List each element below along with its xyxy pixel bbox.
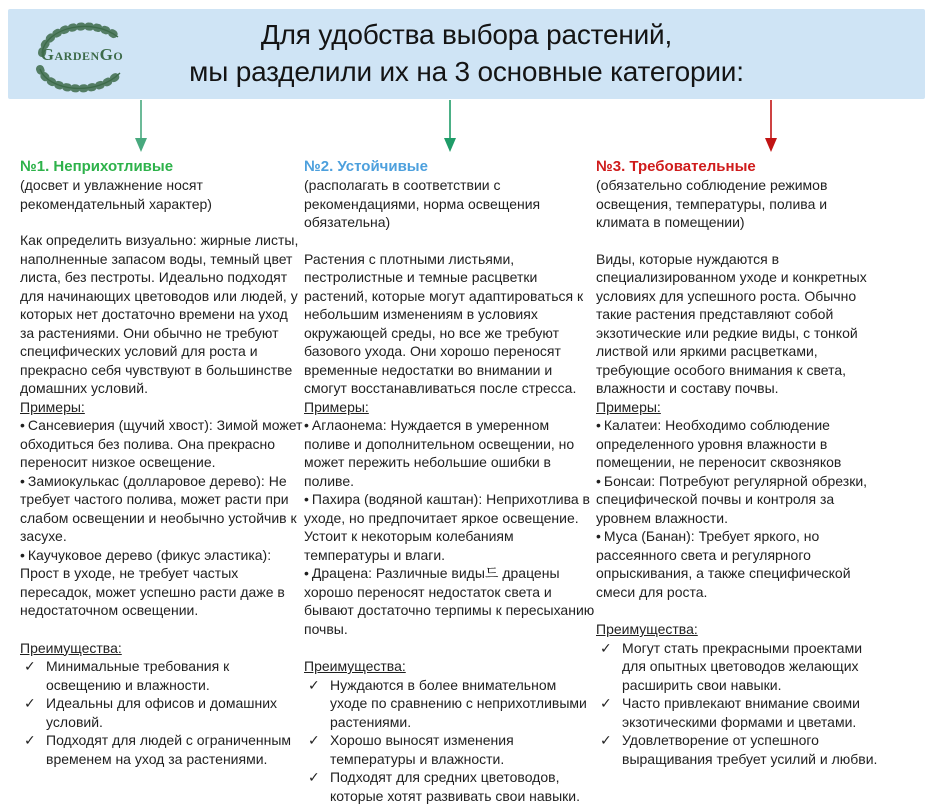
advantages-label: Преимущества: [20,639,304,658]
category-column-3 [596,157,882,805]
examples-list [596,416,882,601]
example-item: • Драцена: Различные виды드 драцены хорошо переносят недостаток света и бывают достаточно терпимы к пересыханию почвы. [304,564,596,638]
down-arrow-icon-3 [764,100,778,152]
header-banner [8,9,925,99]
advantage-item: ✓ Часто привлекают внимание своими экзотическими формами и цветами. [596,694,882,731]
example-item: • Аглаонема: Нуждается в умеренном поливе и дополнительном освещении, но может пережить небольшие ошибки в поливе. [304,416,596,490]
page-title [8,16,925,90]
category-title: №1. Неприхотливые [20,157,304,176]
bullet-icon: • [596,528,601,544]
example-item: • Бонсаи: Потребуют регулярной обрезки, специфической почвы и контроля за уровнем влажности. [596,472,882,528]
down-arrow-icon-2 [443,100,457,152]
bullet-icon: • [304,491,309,507]
example-item: • Пахира (водяной каштан): Неприхотлива в уходе, но предпочитает яркое освещение. Устоит к некоторым колебаниям температуры и влаги. [304,490,596,564]
page-title-line-2: мы разделили их на 3 основные категории: [8,53,925,90]
bullet-icon: • [304,417,309,433]
category-description: Как определить визуально: жирные листы, наполненные запасом воды, темный цвет листа, без пестроты. Идеально подходят для начинающих цветоводов или людей, у которых нет достаточно времени на уход за растениями. Они обычно не требуют специфических условий для роста и прекрасно себя чувствуют в большинстве домашних условий. [20,231,304,398]
category-subtitle: (обязательно соблюдение режимов освещения, температуры, полива и климата в помещении) [596,176,882,232]
brand-text: GardenGo [26,46,138,64]
advantages-list [304,676,596,805]
example-item: • Каучуковое дерево (фикус эластика): Прост в уходе, не требует частых пересадок, может успешно расти даже в недостаточном освещении. [20,546,304,620]
examples-label: Примеры: [20,398,304,417]
advantage-item: ✓ Минимальные требования к освещению и влажности. [20,657,304,694]
bullet-icon: • [20,547,25,563]
down-arrow-icon-1 [134,100,148,152]
example-item: • Сансевиерия (щучий хвост): Зимой может обходиться без полива. Она прекрасно переносит низкое освещение. [20,416,304,472]
advantage-item: ✓ Могут стать прекрасными проектами для опытных цветоводов желающих расширить свои навыки. [596,639,882,695]
examples-label: Примеры: [596,398,882,417]
bullet-icon: • [20,473,25,489]
category-title: №2. Устойчивые [304,157,596,176]
checkmark-icon: ✓ [20,694,46,731]
bullet-icon: • [596,417,601,433]
advantage-item: ✓ Идеальны для офисов и домашних условий. [20,694,304,731]
checkmark-icon: ✓ [20,731,46,768]
advantages-list [20,657,304,768]
checkmark-icon: ✓ [596,639,622,695]
category-column-2 [304,157,596,805]
advantages-list [596,639,882,769]
advantage-item: ✓ Подходят для людей с ограниченным временем на уход за растениями. [20,731,304,768]
categories-grid [20,157,882,805]
example-item: • Муса (Банан): Требует яркого, но рассеянного света и регулярного опрыскивания, а также специфической смеси для роста. [596,527,882,601]
category-column-1 [20,157,304,805]
examples-list [304,416,596,638]
checkmark-icon: ✓ [20,657,46,694]
category-description: Виды, которые нуждаются в специализированном уходе и конкретных условиях для успешного роста. Обычно такие растения представляют собой экзотические или редкие виды, с тонкой листвой или яркими расцветками, требующие особого внимания к света, влажности и составу почвы. [596,250,882,398]
advantage-item: ✓ Нуждаются в более внимательном уходе по сравнению с неприхотливыми растениями. [304,676,596,732]
bullet-icon: • [304,565,309,581]
checkmark-icon: ✓ [304,768,330,805]
advantages-label: Преимущества: [304,657,596,676]
category-description: Растения с плотными листьями, пестролистные и темные расцветки растений, которые могут адаптироваться к небольшим изменениям в условиях окружающей среды, но все же требуют базового ухода. Они хорошо переносят временные недостатки во внимании и смогут восстанавливаться после стресса. [304,250,596,398]
checkmark-icon: ✓ [596,694,622,731]
checkmark-icon: ✓ [596,731,622,768]
examples-label: Примеры: [304,398,596,417]
bullet-icon: • [596,473,601,489]
advantage-item: ✓ Удовлетворение от успешного выращивания требует усилий и любви. [596,731,882,768]
category-subtitle: (располагать в соответствии с рекомендациями, норма освещения обязательна) [304,176,596,232]
checkmark-icon: ✓ [304,676,330,732]
category-title: №3. Требовательные [596,157,882,176]
advantage-item: ✓ Хорошо выносят изменения температуры и влажности. [304,731,596,768]
page-title-line-1: Для удобства выбора растений, [8,16,925,53]
checkmark-icon: ✓ [304,731,330,768]
bullet-icon: • [20,417,25,433]
category-subtitle: (досвет и увлажнение носят рекомендательный характер) [20,176,304,213]
example-item: • Калатеи: Необходимо соблюдение определенного уровня влажности в помещении, не переносит сквозняков [596,416,882,472]
example-item: • Замиокулькас (долларовое дерево): Не требует частого полива, может расти при слабом освещении и необычно устойчив к засухе. [20,472,304,546]
category-arrows [0,99,933,153]
advantage-item: ✓ Подходят для средних цветоводов, которые хотят развивать свои навыки. [304,768,596,805]
examples-list [20,416,304,620]
advantages-label: Преимущества: [596,620,882,639]
